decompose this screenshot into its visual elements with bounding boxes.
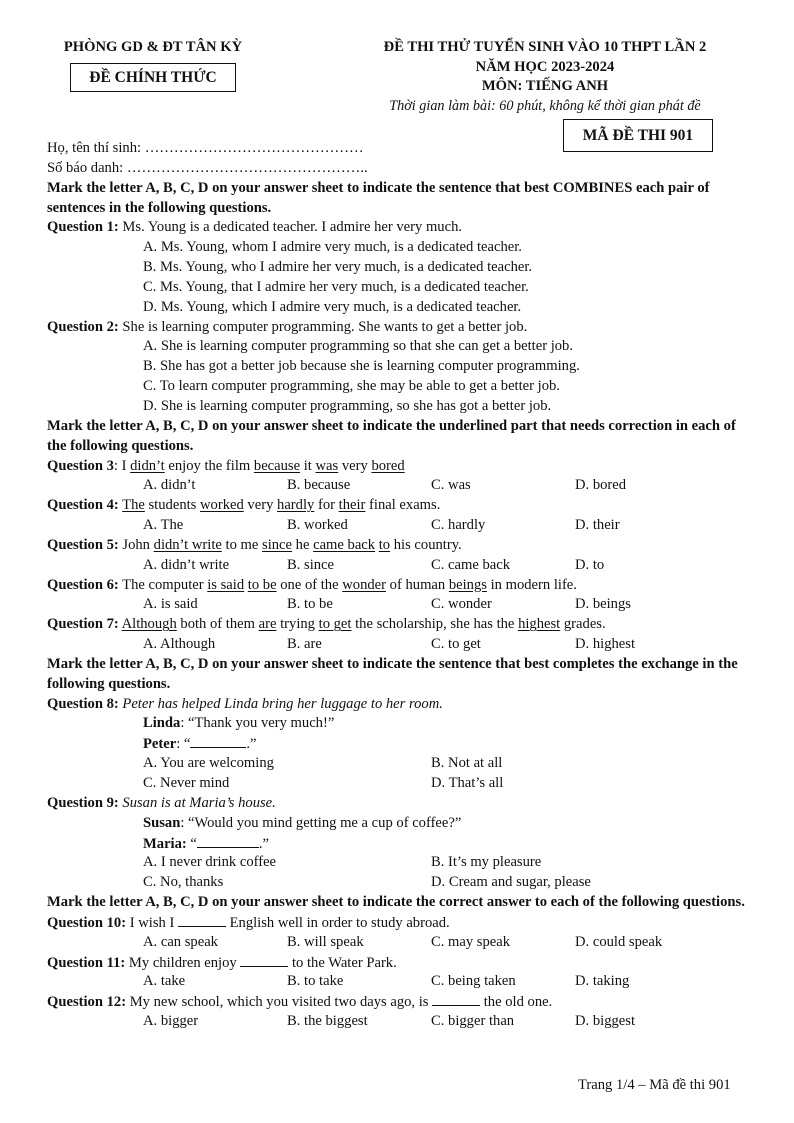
options-row xyxy=(47,556,757,576)
underlined-part-d: to xyxy=(378,536,391,553)
option-b[interactable]: B. worked xyxy=(287,517,348,534)
text-part: in modern life. xyxy=(486,576,577,593)
question-12 xyxy=(47,992,757,1012)
dialogue-line-1 xyxy=(47,714,757,734)
option-d[interactable]: D. biggest xyxy=(575,1013,635,1030)
question-1 xyxy=(47,218,757,238)
option-b[interactable]: B. It’s my pleasure xyxy=(431,854,542,871)
text-part: for xyxy=(314,497,339,514)
question-4 xyxy=(47,496,757,516)
option-c[interactable]: C. may speak xyxy=(431,933,511,950)
text-part: trying xyxy=(276,616,319,633)
question-label: Question 11: xyxy=(47,954,126,971)
text-part: it xyxy=(300,457,316,474)
question-label: Question 12: xyxy=(47,994,127,1011)
text-part: very xyxy=(338,457,372,474)
dialogue-open-quote: : “ xyxy=(176,736,191,753)
text-part: students xyxy=(144,497,200,514)
option-c[interactable]: C. wonder xyxy=(431,596,492,613)
question-label: Question 10: xyxy=(47,914,127,931)
option-d[interactable]: D. their xyxy=(575,517,620,534)
candidate-name-label: Họ, tên thí sinh xyxy=(47,140,137,156)
option-a[interactable]: A. didn’t xyxy=(143,477,196,494)
answer-blank xyxy=(197,834,259,848)
text-part: he xyxy=(292,536,314,553)
option-a[interactable]: A. You are welcoming xyxy=(143,755,274,772)
underlined-part-d: bored xyxy=(371,457,405,474)
candidate-id-line xyxy=(47,159,757,179)
question-label: Question 2: xyxy=(47,318,119,335)
candidate-id-field[interactable]: : ………………………………………….. xyxy=(119,159,368,176)
question-text: She is learning computer programming. She wants to get a better job. xyxy=(118,318,528,335)
text-part: John xyxy=(118,536,154,553)
header-left xyxy=(40,38,266,56)
underlined-part-c: was xyxy=(315,457,339,474)
underlined-part-c: to get xyxy=(318,616,352,633)
options-row xyxy=(47,595,757,615)
option-d[interactable]: D. That’s all xyxy=(431,775,504,791)
question-label: Question 8: xyxy=(47,695,119,712)
text-part: The computer xyxy=(118,576,208,593)
options-row xyxy=(47,754,757,774)
option-d[interactable]: D. beings xyxy=(575,596,631,613)
situation-text: Peter has helped Linda bring her luggage to her room. xyxy=(118,695,443,712)
underlined-part-a: didn’t write xyxy=(153,536,222,553)
underlined-part-b: are xyxy=(258,616,277,633)
question-text: Ms. Young is a dedicated teacher. I admire her very much. xyxy=(118,219,463,236)
section-instruction: Mark the letter A, B, C, D on your answer sheet to indicate the sentence that best COMBINES each pair of sentences in the following questions. xyxy=(47,179,710,216)
exam-title: ĐỀ THI THỬ TUYỂN SINH VÀO 10 THPT LẦN 2 xyxy=(383,39,707,55)
official-exam-badge: ĐỀ CHÍNH THỨC xyxy=(70,63,236,92)
option-b[interactable]: B. because xyxy=(287,477,351,494)
option-c[interactable]: C. bigger than xyxy=(431,1013,515,1030)
speaker-name: Linda xyxy=(143,715,181,732)
option-c[interactable]: C. To learn computer programming, she may be able to get a better job. xyxy=(143,378,560,395)
text-part: final exams. xyxy=(365,497,441,514)
option-b[interactable]: B. the biggest xyxy=(287,1013,368,1030)
dialogue-close-quote: .” xyxy=(258,835,270,852)
option-d[interactable]: D. Cream and sugar, please xyxy=(431,874,591,891)
text-part: I wish I xyxy=(126,914,178,931)
text-part: the old one. xyxy=(480,994,553,1011)
option-c[interactable]: C. hardly xyxy=(431,517,486,534)
underlined-part-b: because xyxy=(253,457,301,474)
option-a[interactable]: A. Ms. Young, whom I admire very much, is a dedicated teacher. xyxy=(143,239,522,256)
options-row xyxy=(47,516,757,536)
text-part: My children enjoy xyxy=(125,954,241,971)
question-label: Question 9: xyxy=(47,794,119,811)
options-row xyxy=(47,873,757,893)
time-note: Thời gian làm bài: 60 phút, không kể thời gian phát đề xyxy=(389,97,701,114)
underlined-part-a: is said xyxy=(207,576,245,593)
option-a[interactable]: A. I never drink coffee xyxy=(143,854,277,871)
underlined-part-b: since xyxy=(262,536,293,553)
section-instruction: Mark the letter A, B, C, D on your answer sheet to indicate the underlined part that needs correction in each of the following questions. xyxy=(47,417,736,454)
option-b[interactable]: B. She has got a better job because she is learning computer programming. xyxy=(143,358,580,375)
question-label: Question 3 xyxy=(47,457,114,474)
answer-blank xyxy=(190,734,246,748)
question-8 xyxy=(47,695,757,715)
underlined-part-d: highest xyxy=(518,616,561,633)
dialogue-line-1 xyxy=(47,814,757,834)
answer-blank xyxy=(178,913,226,927)
dialogue-line-2 xyxy=(47,734,757,754)
question-label: Question 7: xyxy=(47,616,119,633)
options-row xyxy=(47,635,757,655)
option-c[interactable]: C. No, thanks xyxy=(143,874,224,891)
candidate-id-label: Số báo danh xyxy=(47,159,120,176)
text-part: his country. xyxy=(390,536,462,553)
option-d[interactable]: D. taking xyxy=(575,973,630,990)
option-d[interactable]: D. could speak xyxy=(575,933,663,950)
dialogue-open-quote: “ xyxy=(186,835,197,852)
dialogue-close-quote: .” xyxy=(246,736,257,753)
underlined-part-c: wonder xyxy=(342,576,387,593)
speaker-name: Peter xyxy=(143,736,177,753)
question-5 xyxy=(47,536,757,556)
option-b[interactable]: B. Not at all xyxy=(431,755,503,772)
option-a[interactable]: A. She is learning computer programming so that she can get a better job. xyxy=(143,338,573,355)
option-b[interactable]: B. to be xyxy=(287,596,333,613)
underlined-part-d: beings xyxy=(448,576,487,593)
option-b[interactable]: B. to take xyxy=(287,973,344,990)
candidate-name-field[interactable]: : ……………………………………… xyxy=(137,140,364,156)
text-part: of human xyxy=(386,576,449,593)
underlined-part-b: to be xyxy=(247,576,277,593)
text-part: the scholarship, she has the xyxy=(351,616,519,633)
option-d[interactable]: D. highest xyxy=(575,636,635,653)
underlined-part-a: The xyxy=(122,497,145,514)
department-name: PHÒNG GD & ĐT TÂN KỲ xyxy=(63,39,243,55)
question-7 xyxy=(47,615,757,635)
option-d[interactable]: D. bored xyxy=(575,477,627,494)
page-footer: Trang 1/4 – Mã đề thi 901 xyxy=(578,1077,731,1093)
option-c[interactable]: C. being taken xyxy=(431,973,516,990)
question-label: Question 1: xyxy=(47,219,119,236)
underlined-part-d: their xyxy=(338,497,366,514)
text-part: : I xyxy=(113,457,131,474)
options-row xyxy=(47,476,757,496)
option-a[interactable]: A. take xyxy=(143,973,186,990)
underlined-part-a: didn’t xyxy=(130,457,165,474)
dialogue-text: : “Would you mind getting me a cup of coffee?” xyxy=(180,814,462,831)
answer-blank xyxy=(432,992,480,1006)
option-a[interactable]: A. bigger xyxy=(143,1013,199,1030)
text-part: to the Water Park. xyxy=(288,954,397,971)
option-d[interactable]: D. Ms. Young, which I admire very much, is a dedicated teacher. xyxy=(143,298,522,315)
exam-code-badge: MÃ ĐỀ THI 901 xyxy=(563,119,713,152)
candidate-name-line xyxy=(47,139,757,159)
option-a[interactable]: A. is said xyxy=(143,596,198,613)
option-d[interactable]: D. to xyxy=(575,556,605,573)
text-part: one of the xyxy=(276,576,343,593)
dialogue-text: : “Thank you very much!” xyxy=(180,715,335,732)
text-part: English well in order to study abroad. xyxy=(225,914,450,931)
option-c[interactable]: C. to get xyxy=(431,636,481,653)
section-instruction: Mark the letter A, B, C, D on your answer sheet to indicate the sentence that best completes the exchange in the following questions. xyxy=(47,655,738,692)
option-c[interactable]: C. Ms. Young, that I admire her very much, is a dedicated teacher. xyxy=(143,278,529,295)
options-row xyxy=(47,774,757,794)
subject: MÔN: TIẾNG ANH xyxy=(481,78,609,94)
question-3 xyxy=(47,457,757,477)
option-d[interactable]: D. She is learning computer programming, so she has got a better job. xyxy=(143,397,552,414)
underlined-part-a: Although xyxy=(121,616,177,633)
text-part: enjoy the film xyxy=(164,457,254,474)
question-label: Question 5: xyxy=(47,536,119,553)
option-a[interactable]: A. didn’t write xyxy=(143,556,230,573)
question-9 xyxy=(47,794,757,814)
underlined-part-b: worked xyxy=(200,497,244,514)
options-row xyxy=(47,933,757,953)
option-a[interactable]: A. Although xyxy=(143,636,216,653)
text-part: both of them xyxy=(176,616,259,633)
underlined-part-c: hardly xyxy=(277,497,315,514)
question-label: Question 4: xyxy=(47,497,119,514)
option-a[interactable]: A. can speak xyxy=(143,933,218,950)
option-a[interactable]: A. The xyxy=(143,517,184,534)
options-row xyxy=(47,853,757,873)
question-10 xyxy=(47,913,757,933)
exam-body xyxy=(47,139,757,1032)
answer-blank xyxy=(240,953,288,967)
options-row xyxy=(47,1012,757,1032)
option-b[interactable]: B. will speak xyxy=(287,933,364,950)
situation-text: Susan is at Maria’s house. xyxy=(118,794,276,811)
option-c[interactable]: C. came back xyxy=(431,556,511,573)
text-part: grades. xyxy=(560,616,606,633)
underlined-part-c: came back xyxy=(313,536,376,553)
text-part: very xyxy=(243,497,278,514)
section-instruction: Mark the letter A, B, C, D on your answer sheet to indicate the correct answer to each of the following questions. xyxy=(47,894,745,911)
option-b[interactable]: B. Ms. Young, who I admire her very much, is a dedicated teacher. xyxy=(143,259,533,276)
speaker-name: Susan xyxy=(143,814,181,831)
school-year: NĂM HỌC 2023-2024 xyxy=(475,58,615,75)
options-row xyxy=(47,972,757,992)
question-label: Question 6: xyxy=(47,576,119,593)
option-c[interactable]: C. was xyxy=(431,477,471,494)
text-part: to me xyxy=(221,536,263,553)
header-right xyxy=(330,38,760,116)
speaker-name: Maria: xyxy=(143,835,187,852)
option-b[interactable]: B. are xyxy=(287,636,322,653)
option-b[interactable]: B. since xyxy=(287,556,335,573)
text-part: My new school, which you visited two days ago, is xyxy=(126,994,433,1011)
question-2 xyxy=(47,318,757,338)
option-c[interactable]: C. Never mind xyxy=(143,775,230,791)
dialogue-line-2 xyxy=(47,834,757,854)
question-11 xyxy=(47,953,757,973)
question-6 xyxy=(47,576,757,596)
